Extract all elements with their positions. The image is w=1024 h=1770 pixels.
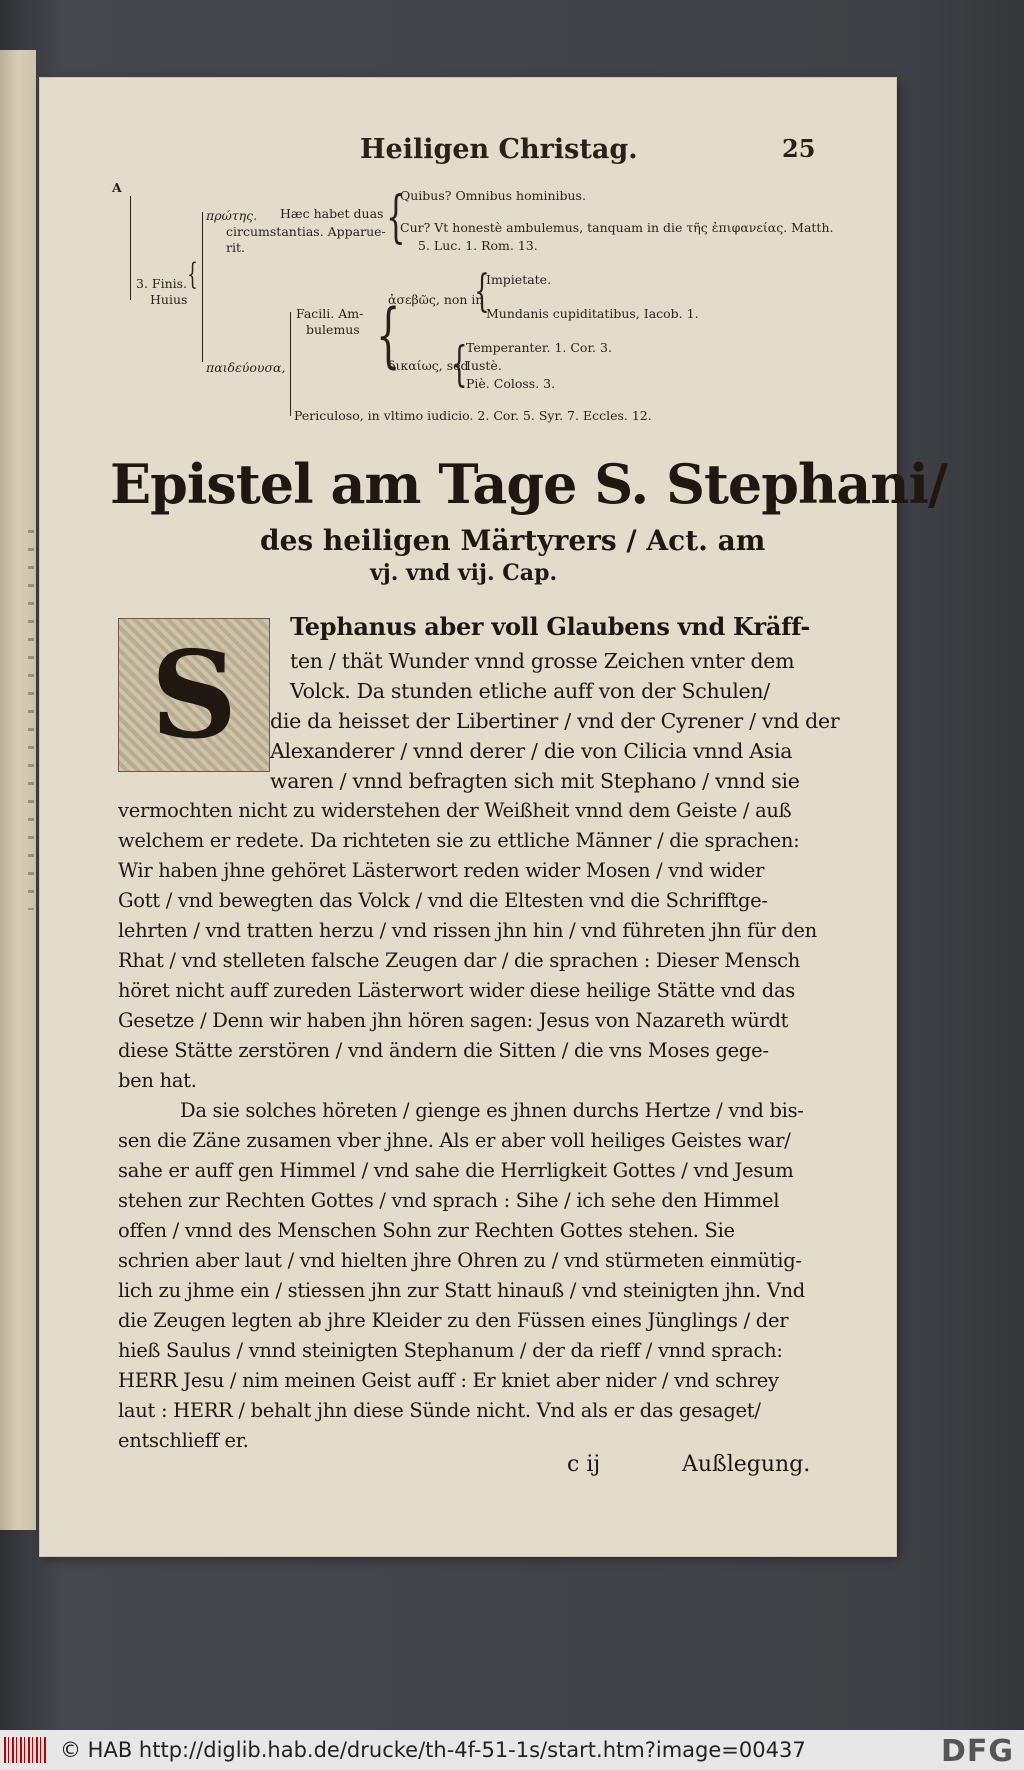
body-line: sahe er auff gen Himmel / vnd sahe die Herrligkeit Gottes / vnd Jesum: [118, 1159, 794, 1182]
copyright-link[interactable]: © HAB http://diglib.hab.de/drucke/th-4f-51-1s/start.htm?image=00437: [60, 1738, 806, 1762]
body-line: Tephanus aber voll Glaubens vnd Kräff-: [290, 612, 810, 641]
cur-line-1: Cur? Vt honestè ambulemus, tanquam in die τῆς ἐπιφανείας. Matth.: [400, 220, 834, 235]
body-line: Rhat / vnd stelleten falsche Zeugen dar / die sprachen : Dieser Mensch: [118, 949, 801, 972]
barcode-icon: [4, 1737, 48, 1763]
body-line: ten / thät Wunder vnnd grosse Zeichen vnter dem: [290, 649, 795, 673]
chapter-reference: vj. vnd vij. Cap.: [370, 560, 558, 586]
iuste: Iustè.: [466, 358, 502, 373]
branch1-label: πρώτης.: [206, 208, 258, 223]
quibus-line: Quibus? Omnibus hominibus.: [400, 188, 586, 203]
body-line: welchem er redete. Da richteten sie zu ettliche Männer / die sprachen:: [118, 829, 800, 852]
brace: {: [474, 266, 490, 317]
outline-line: [290, 312, 291, 416]
body-line: stehen zur Rechten Gottes / vnd sprach : Sihe / ich sehe den Himmel: [118, 1189, 780, 1212]
epistle-subtitle: des heiligen Märtyrers / Act. am: [260, 524, 766, 557]
facing-page-edge: [0, 50, 36, 1530]
periculoso: Periculoso, in vltimo iudicio. 2. Cor. 5. Syr. 7. Eccles. 12.: [294, 408, 652, 423]
facili-1: Facili. Am-: [296, 306, 364, 321]
cur-line-2: 5. Luc. 1. Rom. 13.: [418, 238, 538, 253]
facili-2: bulemus: [306, 322, 360, 337]
outline-line: [130, 196, 131, 300]
body-line: Wir haben jhne gehöret Lästerwort reden wider Mosen / vnd wider: [118, 859, 765, 882]
brace: {: [376, 294, 401, 376]
branch2-label: παιδεύουσα,: [206, 360, 286, 375]
pie: Piè. Coloss. 3.: [466, 376, 556, 391]
body-line: Gott / vnd bewegten das Volck / vnd die Eltesten vnd die Schrifftge-: [118, 889, 768, 912]
body-line: offen / vnnd des Menschen Sohn zur Rechten Gottes stehen. Sie: [118, 1219, 735, 1242]
signature-mark: c ij: [567, 1452, 601, 1477]
catchword: Außlegung.: [682, 1452, 811, 1477]
body-line: Volck. Da stunden etliche auff von der Schulen/: [290, 679, 770, 703]
body-line: lich zu jhme ein / stiessen jhn zur Statt hinauß / vnd steinigten jhn. Vnd: [118, 1279, 805, 1302]
body-line: entschlieff er.: [118, 1429, 249, 1452]
positive-term: δικαίως, sed: [388, 358, 469, 373]
marker-a: A: [112, 180, 122, 195]
branch1-text1: Hæc habet duas: [280, 206, 384, 221]
outline-line: [202, 212, 203, 362]
body-line: waren / vnnd befragten sich mit Stephano / vnnd sie: [270, 769, 800, 793]
body-line: laut : HERR / behalt jhn diese Sünde nicht. Vnd als er das gesaget/: [118, 1399, 761, 1422]
body-line: diese Stätte zerstören / vnd ändern die Sitten / die vns Moses gege-: [118, 1039, 769, 1062]
brace: {: [386, 185, 406, 250]
body-line: ben hat.: [118, 1069, 197, 1092]
body-line: vermochten nicht zu widerstehen der Weißheit vnnd dem Geiste / auß: [118, 799, 792, 822]
body-line: höret nicht auff zureden Lästerwort wider diese heilige Stätte vnd das: [118, 979, 795, 1002]
body-line: lehrten / vnd tratten herzu / vnd rissen jhn hin / vnd führeten jhn für den: [118, 919, 817, 942]
body-line: hieß Saulus / vnnd steinigten Stephanum / der da rieff / vnnd sprach:: [118, 1339, 783, 1362]
branch1-text3: rit.: [226, 240, 245, 255]
body-line: die Zeugen legten ab jhre Kleider zu den Füssen eines Jünglings / der: [118, 1309, 789, 1332]
negative-term: ἀσεβῶς, non in: [388, 292, 484, 307]
impietate: Impietate.: [486, 272, 552, 287]
body-line: sen die Zäne zusamen vber jhne. Als er aber voll heiliges Geistes war/: [118, 1129, 791, 1152]
brace: {: [450, 336, 468, 392]
body-line: Gesetze / Denn wir haben jhn hören sagen: Jesus von Nazareth würdt: [118, 1009, 789, 1032]
body-line: die da heisset der Libertiner / vnd der Cyrener / vnd der: [270, 709, 840, 733]
decorated-initial: S: [118, 618, 270, 772]
running-title: Heiligen Christag.: [360, 134, 638, 165]
body-line: Da sie solches höreten / gienge es jhnen durchs Hertze / vnd bis-: [180, 1099, 804, 1122]
finis-label-1: 3. Finis.: [136, 276, 188, 291]
temperanter: Temperanter. 1. Cor. 3.: [466, 340, 612, 355]
body-line: HERR Jesu / nim meinen Geist auff : Er kniet aber nider / vnd schrey: [118, 1369, 779, 1392]
body-line: schrien aber laut / vnd hielten jhre Ohren zu / vnd stürmeten einmütig-: [118, 1249, 802, 1272]
brace: {: [187, 257, 198, 292]
page-number: 25: [782, 134, 816, 163]
body-line: Alexanderer / vnnd derer / die von Cilicia vnnd Asia: [270, 739, 793, 763]
dfg-logo: DFG: [940, 1734, 1014, 1769]
finis-label-2: Huius: [150, 292, 188, 307]
footer-bar: [0, 1730, 1024, 1770]
mundanis: Mundanis cupiditatibus, Iacob. 1.: [486, 306, 699, 321]
epistle-title: Epistel am Tage S. Stephani/: [110, 452, 947, 516]
branch1-text2: circumstantias. Apparue-: [226, 224, 386, 239]
